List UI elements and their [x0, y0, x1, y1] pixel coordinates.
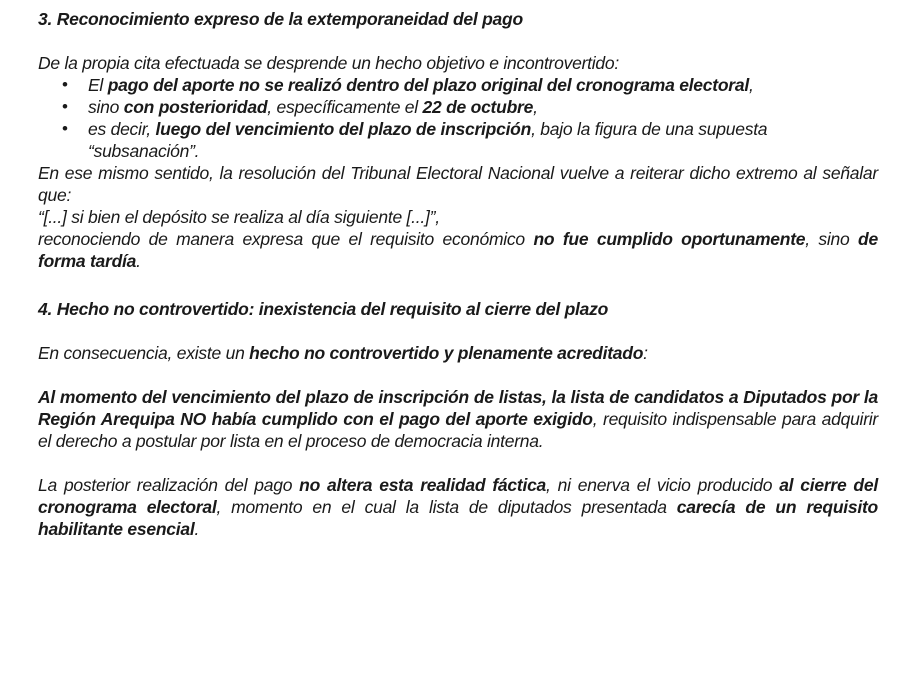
- section-3-quote: “[...] si bien el depósito se realiza al día siguiente [...]”,: [38, 207, 440, 227]
- section-3-paragraph: En ese mismo sentido, la resolución del Tribunal Electoral Nacional vuelve a reiterar dicho extremo al señalar que:: [38, 163, 878, 205]
- bullet-item: [38, 118, 878, 162]
- paragraph-bold-text: no fue cumplido oportunamente: [533, 229, 806, 249]
- paragraph-text: .: [136, 251, 141, 271]
- section-3-conclusion: [38, 228, 878, 272]
- bullet-item: [38, 74, 878, 96]
- bullet-text: , específicamente el: [267, 97, 423, 117]
- document-page: [38, 8, 878, 540]
- bullet-bold-text: 22 de octubre: [422, 97, 534, 117]
- bullet-text: sino: [88, 97, 124, 117]
- bullet-item: [38, 96, 878, 118]
- bullet-text: El: [88, 75, 108, 95]
- section-3-intro: De la propia cita efectuada se desprende un hecho objetivo e incontrovertido:: [38, 53, 620, 73]
- paragraph-bold-text: no altera esta realidad fáctica: [299, 475, 547, 495]
- paragraph-text: En consecuencia, existe un: [38, 343, 250, 363]
- paragraph-bold-text: de forma tardía: [38, 229, 878, 271]
- bullet-text: es decir,: [88, 119, 156, 139]
- paragraph-bold-text: hecho no controvertido y plenamente acreditado: [249, 343, 644, 363]
- paragraph-text: , requisito indispensable para adquirir el derecho a postular por lista en el proceso de democracia interna.: [38, 409, 878, 451]
- bullet-text: ,: [533, 97, 538, 117]
- bullet-bold-text: pago del aporte no se realizó dentro del plazo original del cronograma electoral: [107, 75, 749, 95]
- section-3-bullet-list: [38, 74, 878, 162]
- paragraph-text: , sino: [805, 229, 859, 249]
- section-4-paragraph-2: [38, 474, 878, 540]
- bullet-text: ,: [748, 75, 754, 95]
- section-4-intro: [38, 342, 878, 364]
- section-3-heading: 3. Reconocimiento expreso de la extemporaneidad del pago: [38, 9, 523, 29]
- paragraph-text: :: [643, 343, 648, 363]
- paragraph-text: , momento en el cual la lista de diputados presentada: [216, 497, 677, 517]
- section-4-paragraph-1: [38, 386, 878, 452]
- section-4-heading: 4. Hecho no controvertido: inexistencia del requisito al cierre del plazo: [38, 299, 609, 319]
- paragraph-text: La posterior realización del pago: [38, 475, 300, 495]
- paragraph-text: .: [194, 519, 200, 539]
- bullet-bold-text: con posterioridad: [123, 97, 268, 117]
- paragraph-bold-text: al cierre del cronograma electoral: [38, 475, 878, 517]
- bullet-bold-text: luego del vencimiento del plazo de inscripción: [155, 119, 532, 139]
- paragraph-bold-text: carecía de un requisito habilitante esencial: [38, 497, 878, 539]
- paragraph-text: reconociendo de manera expresa que el requisito económico: [38, 229, 534, 249]
- paragraph-text: , ni enerva el vicio producido: [546, 475, 780, 495]
- paragraph-bold-text: Al momento del vencimiento del plazo de inscripción de listas, la lista de candidatos a Diputados por la Región Arequipa NO había cumplido con el pago del aporte exigido: [38, 387, 878, 429]
- bullet-text: , bajo la figura de una supuesta “subsanación”.: [88, 119, 768, 161]
